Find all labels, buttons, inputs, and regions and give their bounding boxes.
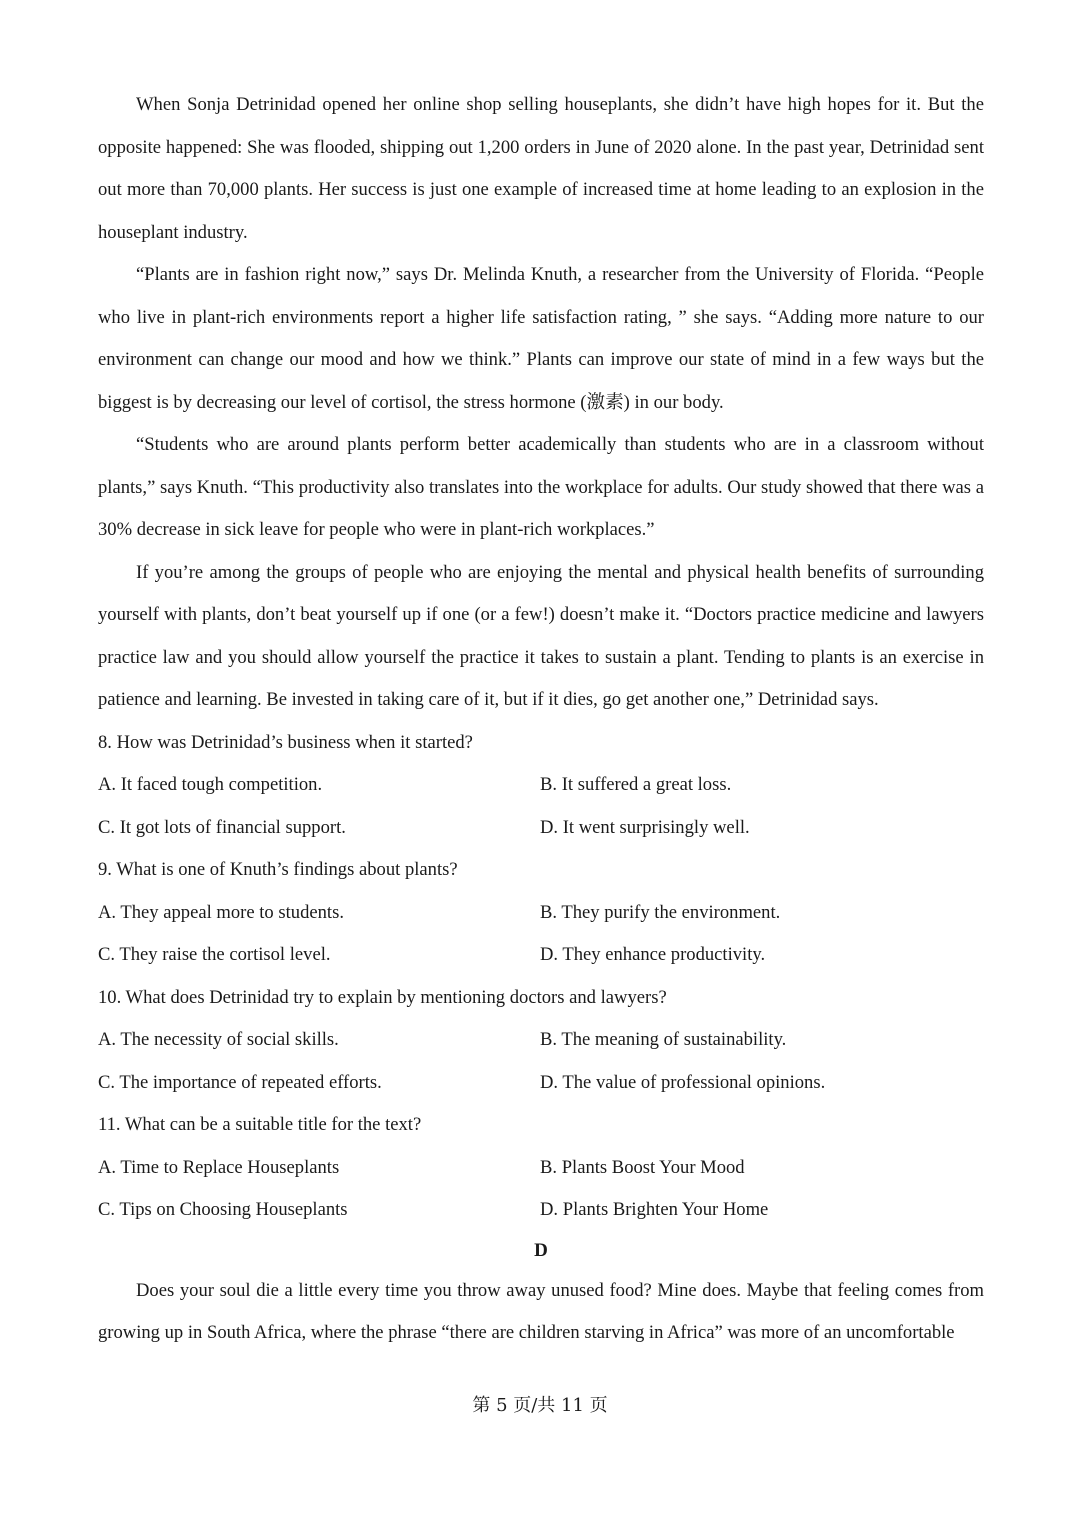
option-d: D. Plants Brighten Your Home	[540, 1199, 769, 1220]
question-stem: 9. What is one of Knuth’s findings about plants?	[98, 859, 458, 880]
option-b: B. Plants Boost Your Mood	[540, 1156, 745, 1178]
option-d: D. They enhance productivity.	[540, 944, 766, 965]
passage-paragraph: Does your soul die a little every time you throw away unused food? Mine does. Maybe that feeling comes from growing up in South Africa, where the phrase “there are children starving in Africa” was more of an uncomfortable	[98, 1279, 984, 1343]
option-c: C. It got lots of financial support.	[98, 816, 346, 838]
question-8	[98, 722, 984, 850]
option-d: D. The value of professional opinions.	[540, 1071, 826, 1093]
option-grid	[98, 892, 984, 977]
question-stem: 11. What can be a suitable title for the text?	[98, 1114, 422, 1135]
option-grid	[98, 764, 984, 849]
option-a: A. The necessity of social skills.	[98, 1029, 339, 1050]
option-b: B. The meaning of sustainability.	[540, 1029, 787, 1050]
question-stem: 8. How was Detrinidad’s business when it started?	[98, 731, 473, 753]
option-b: B. They purify the environment.	[540, 901, 781, 923]
option-grid	[98, 1147, 984, 1232]
option-a: A. Time to Replace Houseplants	[98, 1156, 340, 1178]
question-stem: 10. What does Detrinidad try to explain by mentioning doctors and lawyers?	[98, 986, 667, 1008]
option-c: C. Tips on Choosing Houseplants	[98, 1199, 348, 1220]
option-d: D. It went surprisingly well.	[540, 816, 750, 838]
option-a: A. They appeal more to students.	[98, 901, 344, 923]
option-c: C. They raise the cortisol level.	[98, 944, 331, 965]
page-number-footer: 第 5 页/共 11 页	[472, 1395, 608, 1416]
passage-paragraph: “Students who are around plants perform better academically than students who are in a classroom without plants,” says Knuth. “This productivity also translates into the workplace for adults. Our study showed that there was a 30% decrease in sick leave for people who were in plant-rich workplaces.”	[98, 434, 984, 540]
option-grid	[98, 1019, 984, 1104]
option-b: B. It suffered a great loss.	[540, 774, 732, 795]
question-9	[98, 849, 984, 977]
passage-paragraph: When Sonja Detrinidad opened her online shop selling houseplants, she didn’t have high hopes for it. But the opposite happened: She was flooded, shipping out 1,200 orders in June of 2020 alone. In the past year, Detrinidad sent out more than 70,000 plants. Her success is just one example of increased time at home leading to an explosion in the houseplant industry.	[98, 94, 984, 243]
question-11	[98, 1104, 984, 1232]
option-c: C. The importance of repeated efforts.	[98, 1071, 382, 1093]
section-heading-d: D	[534, 1239, 548, 1261]
option-a: A. It faced tough competition.	[98, 774, 323, 795]
question-10	[98, 977, 984, 1105]
passage-paragraph: If you’re among the groups of people who are enjoying the mental and physical health benefits of surrounding yourself with plants, don’t beat yourself up if one (or a few!) doesn’t make it. “Doctors practice medicine and lawyers practice law and you should allow yourself the practice it takes to sustain a plant. Tending to plants is an exercise in patience and learning. Be invested in taking care of it, but if it dies, go get another one,” Detrinidad says.	[98, 561, 984, 710]
document-page	[98, 84, 984, 1355]
passage-paragraph: “Plants are in fashion right now,” says Dr. Melinda Knuth, a researcher from the University of Florida. “People who live in plant-rich environments report a higher life satisfaction rating, ” she says. “Adding more nature to our environment can change our mood and how we think.” Plants can improve our state of mind in a few ways but the biggest is by decreasing our level of cortisol, the stress hormone (激素) in our body.	[98, 264, 984, 413]
